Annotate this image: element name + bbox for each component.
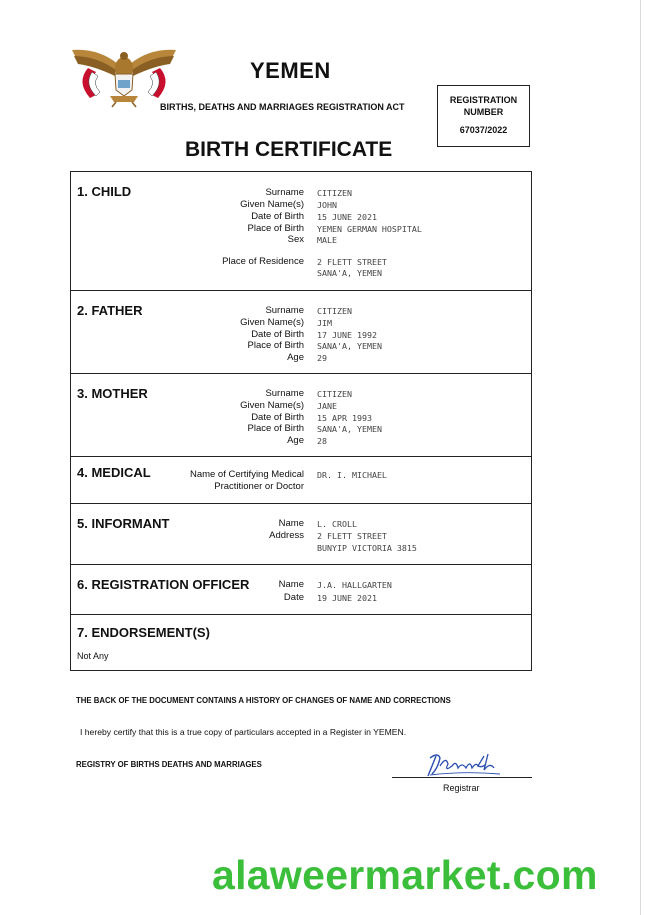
address-line2: BUNYIP VICTORIA 3815	[317, 543, 417, 553]
given-names-value: JOHN	[317, 200, 337, 210]
section-medical	[70, 456, 532, 504]
place-of-birth-value: SANA'A, YEMEN	[317, 424, 382, 434]
registration-act: BIRTHS, DEATHS AND MARRIAGES REGISTRATION ACT	[160, 102, 405, 112]
section-title: 7. ENDORSEMENT(S)	[77, 625, 210, 640]
section-father	[70, 290, 532, 374]
name-label: Name	[278, 579, 304, 590]
date-of-birth-label: Date of Birth	[251, 412, 304, 423]
place-of-birth-label: Place of Birth	[247, 423, 304, 434]
surname-label: Surname	[265, 388, 304, 399]
residence-line1: 2 FLETT STREET	[317, 257, 387, 267]
given-names-value: JIM	[317, 318, 332, 328]
practitioner-value: DR. I. MICHAEL	[317, 470, 387, 480]
section-title: 4. MEDICAL	[77, 465, 151, 480]
given-names-label: Given Name(s)	[240, 317, 304, 328]
surname-value: CITIZEN	[317, 389, 352, 399]
place-of-birth-label: Place of Birth	[247, 223, 304, 234]
registry-name: REGISTRY OF BIRTHS DEATHS AND MARRIAGES	[76, 760, 262, 769]
section-title: 3. MOTHER	[77, 386, 148, 401]
section-endorsements	[70, 614, 532, 671]
date-value: 19 JUNE 2021	[317, 593, 377, 603]
country-heading: YEMEN	[250, 58, 331, 83]
residence-line2: SANA'A, YEMEN	[317, 268, 382, 278]
given-names-label: Given Name(s)	[240, 400, 304, 411]
practitioner-label-line1: Name of Certifying Medical	[189, 469, 304, 480]
registrar-label: Registrar	[443, 783, 480, 793]
section-title: 6. REGISTRATION OFFICER	[77, 577, 250, 592]
given-names-value: JANE	[317, 401, 337, 411]
surname-label: Surname	[265, 305, 304, 316]
name-value: J.A. HALLGARTEN	[317, 580, 392, 590]
registration-number-box	[437, 85, 530, 147]
age-label: Age	[287, 435, 304, 446]
date-of-birth-label: Date of Birth	[251, 211, 304, 222]
age-value: 29	[317, 353, 327, 363]
date-label: Date	[283, 592, 304, 603]
given-names-label: Given Name(s)	[240, 199, 304, 210]
section-title: 1. CHILD	[77, 184, 132, 199]
date-of-birth-label: Date of Birth	[251, 329, 304, 340]
section-title: 5. INFORMANT	[77, 516, 170, 531]
place-of-birth-value: SANA'A, YEMEN	[317, 341, 382, 351]
address-line1: 2 FLETT STREET	[317, 531, 387, 541]
section-mother	[70, 373, 532, 457]
signature-line	[392, 777, 532, 778]
age-value: 28	[317, 436, 327, 446]
date-of-birth-value: 15 JUNE 2021	[317, 212, 377, 222]
sex-label: Sex	[287, 234, 304, 245]
age-label: Age	[287, 352, 304, 363]
section-title: 2. FATHER	[77, 303, 143, 318]
address-label: Address	[269, 530, 304, 541]
section-child	[70, 171, 532, 291]
practitioner-label-line2: Practitioner or Doctor	[214, 481, 304, 492]
surname-value: CITIZEN	[317, 188, 352, 198]
name-label: Name	[278, 518, 304, 529]
endorsement-value: Not Any	[77, 651, 109, 661]
registrar-signature	[424, 750, 504, 778]
page-edge	[640, 0, 641, 915]
sex-value: MALE	[317, 235, 337, 245]
residence-label: Place of Residence	[222, 256, 304, 267]
back-of-document-note: THE BACK OF THE DOCUMENT CONTAINS A HISTORY OF CHANGES OF NAME AND CORRECTIONS	[76, 696, 451, 705]
document-title: BIRTH CERTIFICATE	[185, 138, 393, 161]
registration-number-label: REGISTRATION NUMBER	[449, 95, 518, 117]
section-registration-officer	[70, 564, 532, 615]
surname-value: CITIZEN	[317, 306, 352, 316]
surname-label: Surname	[265, 187, 304, 198]
registration-number: 67037/2022	[459, 125, 508, 135]
name-value: L. CROLL	[317, 519, 357, 529]
place-of-birth-label: Place of Birth	[247, 340, 304, 351]
watermark-text: alaweermarket.com	[212, 852, 598, 898]
section-informant	[70, 503, 532, 565]
date-of-birth-value: 15 APR 1993	[317, 413, 372, 423]
eagle-emblem-icon	[70, 44, 178, 108]
certification-statement: I hereby certify that this is a true copy of particulars accepted in a Register in YEMEN.	[80, 727, 407, 737]
date-of-birth-value: 17 JUNE 1992	[317, 330, 377, 340]
place-of-birth-value: YEMEN GERMAN HOSPITAL	[317, 224, 422, 234]
